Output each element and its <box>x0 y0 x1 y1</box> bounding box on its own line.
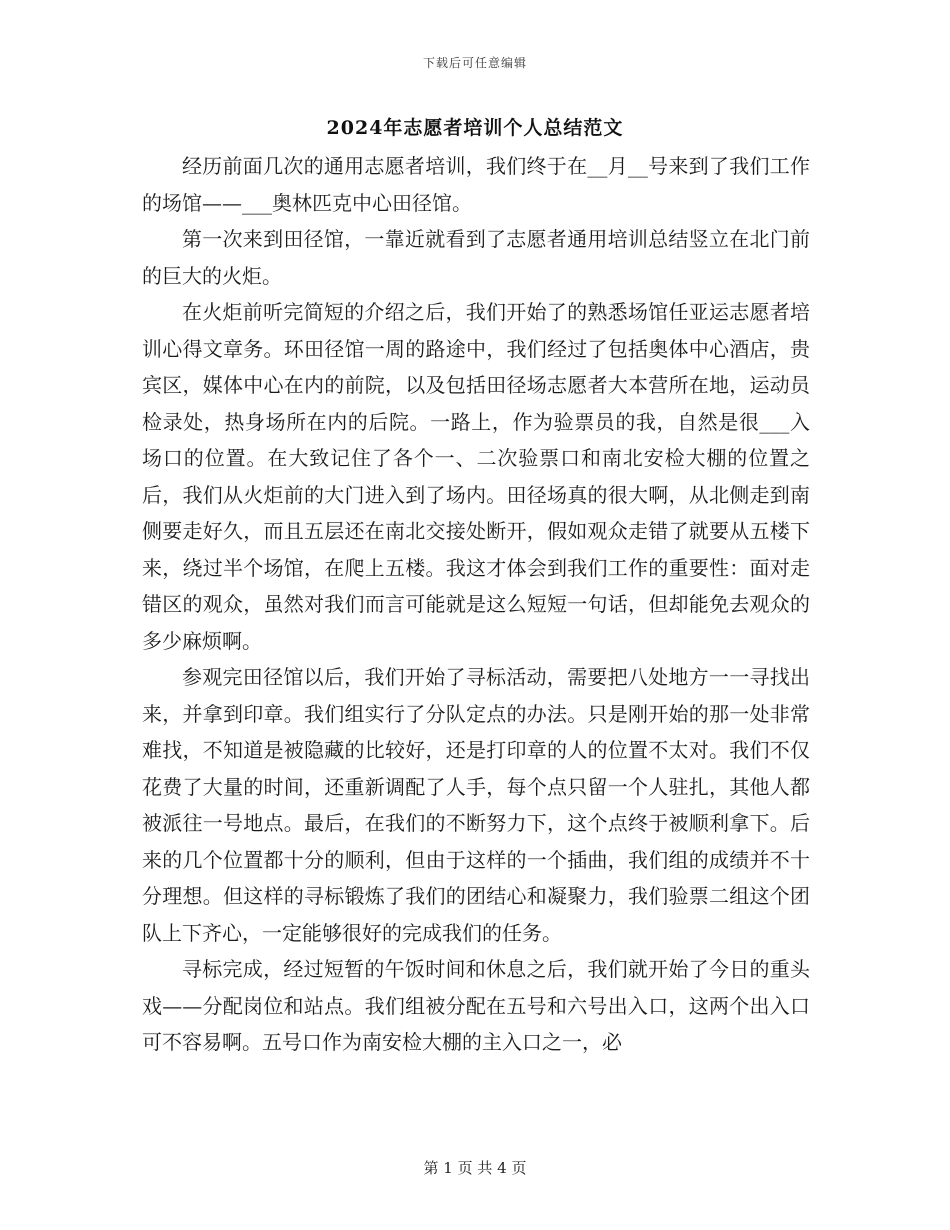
paragraph-5: 寻标完成，经过短暂的午饭时间和休息之后，我们就开始了今日的重头戏——分配岗位和站点。我们组被分配在五号和六号出入口，这两个出入口可不容易啊。五号口作为南安检大棚的主入口之一，必 <box>142 957 810 1054</box>
page-header: 下载后可任意编辑 <box>422 56 527 70</box>
paragraph-2: 第一次来到田径馆，一靠近就看到了志愿者通用培训总结竖立在北门前的巨大的火炬。 <box>142 227 810 288</box>
paragraph-3: 在火炬前听完简短的介绍之后，我们开始了的熟悉场馆任亚运志愿者培训心得文章务。环田径馆一周的路途中，我们经过了包括奥体中心酒店，贵宾区，媒体中心在内的前院，以及包括田径场志愿者大本营所在地，运动员检录处，热身场所在内的后院。一路上，作为验票员的我，自然是很___入场口的位置。在大致记住了各个一、二次验票口和南北安检大棚的位置之后，我们从火炬前的大门进入到了场内。田径场真的很大啊，从北侧走到南侧要走好久，而且五层还在南北交接处断开，假如观众走错了就要从五楼下来，绕过半个场馆，在爬上五楼。我这才体会到我们工作的重要性：面对走错区的观众，虽然对我们而言可能就是这么短短一句话，但却能免去观众的多少麻烦啊。 <box>142 300 810 653</box>
document-body <box>142 148 810 1061</box>
paragraph-4: 参观完田径馆以后，我们开始了寻标活动，需要把八处地方一一寻找出来，并拿到印章。我们组实行了分队定点的办法。只是刚开始的那一处非常难找，不知道是被隐藏的比较好，还是打印章的人的位置不太对。我们不仅花费了大量的时间，还重新调配了人手，每个点只留一个人驻扎，其他人都被派往一号地点。最后，在我们的不断努力下，这个点终于被顺利拿下。后来的几个位置都十分的顺利，但由于这样的一个插曲，我们组的成绩并不十分理想。但这样的寻标锻炼了我们的团结心和凝聚力，我们验票二组这个团队上下齐心，一定能够很好的完成我们的任务。 <box>142 665 810 945</box>
page-footer: 第 1 页 共 4 页 <box>423 1159 527 1177</box>
document-title: 2024年志愿者培训个人总结范文 <box>326 117 624 139</box>
paragraph-1: 经历前面几次的通用志愿者培训，我们终于在__月__号来到了我们工作的场馆——___奥林匹克中心田径馆。 <box>142 154 810 215</box>
